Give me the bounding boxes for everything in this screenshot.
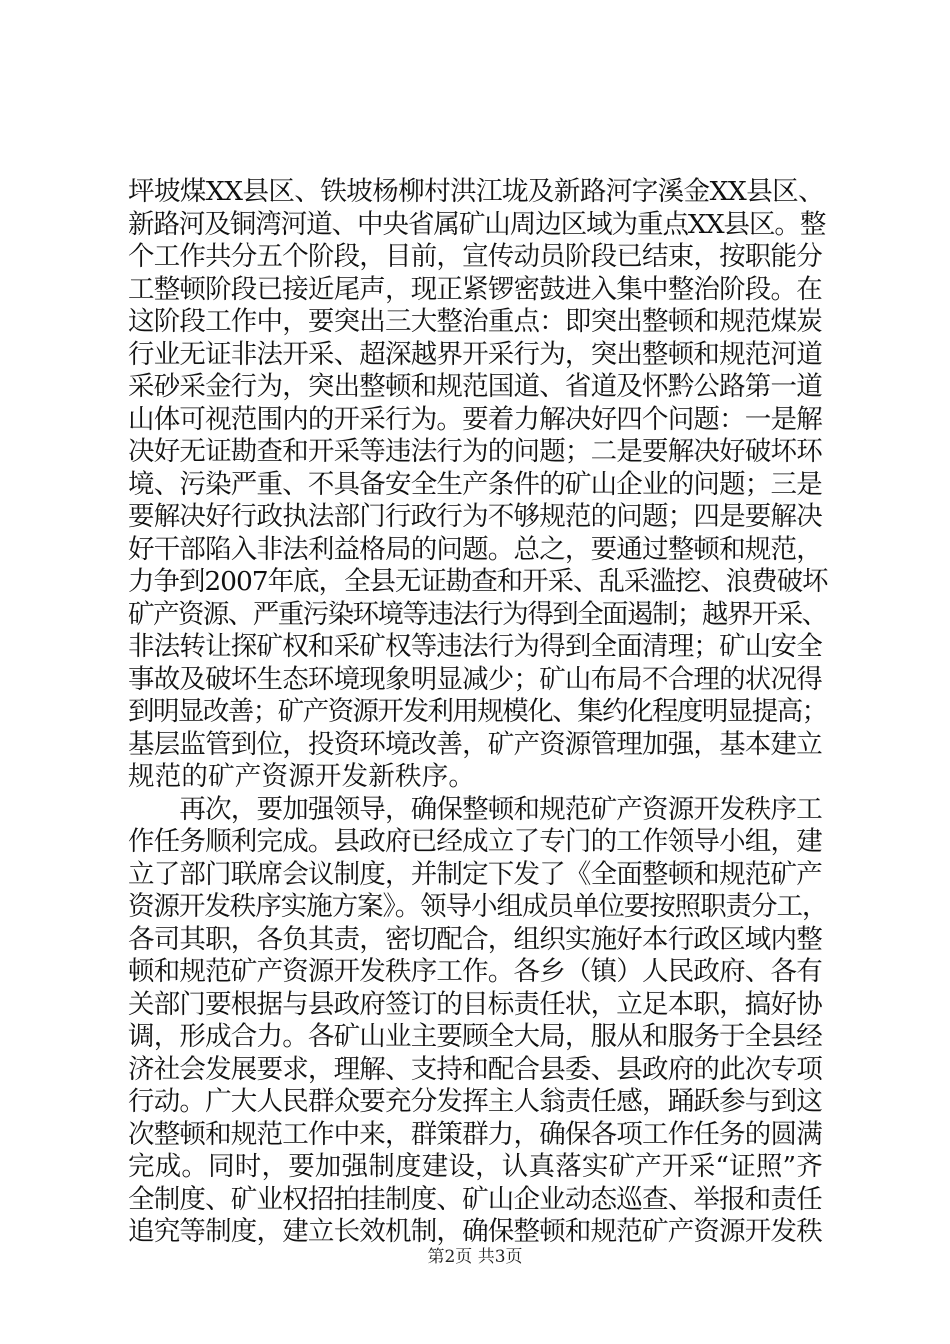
text-line: 行动。广大人民群众要充分发挥主人翁责任感，踊跃参与到这 [128,1086,822,1117]
text-line: 资源开发秩序实施方案》。领导小组成员单位要按照职责分工， [128,891,828,922]
text-line: 济社会发展要求，理解、支持和配合县委、县政府的此次专项 [128,1053,822,1085]
text-line: 基层监管到位，投资环境改善，矿产资源管理加强，基本建立 [128,728,822,760]
text-line: 规范的矿产资源开发新秩序。 [128,761,476,792]
text-line: 境、污染严重、不具备安全生产条件的矿山企业的问题；三是 [128,468,822,500]
text-line: 完成。同时，要加强制度建设，认真落实矿产开采“证照”齐 [128,1151,823,1182]
page-footer: 第2页 共3页 [427,1247,523,1267]
body-text [128,176,828,1249]
text-line: 追究等制度，建立长效机制，确保整顿和规范矿产资源开发秩 [128,1216,822,1247]
text-line: 全制度、矿业权招拍挂制度、矿山企业动态巡查、举报和责任 [128,1183,822,1215]
text-line: 决好无证勘查和开采等违法行为的问题；二是要解决好破坏环 [128,436,822,467]
text-line: 这阶段工作中，要突出三大整治重点：即突出整顿和规范煤炭 [128,306,822,337]
text-line: 力争到2007年底，全县无证勘查和开采、乱采滥挖、浪费破坏 [128,566,828,597]
text-line: 再次，要加强领导，确保整顿和规范矿产资源开发秩序工 [128,793,822,825]
text-line: 工整顿阶段已接近尾声，现正紧锣密鼓进入集中整治阶段。在 [128,273,822,305]
text-line: 次整顿和规范工作中来，群策群力，确保各项工作任务的圆满 [128,1118,822,1150]
text-line: 山体可视范围内的开采行为。要着力解决好四个问题：一是解 [128,403,822,435]
text-line: 要解决好行政执法部门行政行为不够规范的问题；四是要解决 [128,501,822,532]
text-line: 好干部陷入非法利益格局的问题。总之，要通过整顿和规范， [128,533,822,565]
text-line: 到明显改善；矿产资源开发利用规模化、集约化程度明显提高； [128,696,827,727]
text-line: 事故及破坏生态环境现象明显减少；矿山布局不合理的状况得 [128,663,822,695]
text-line: 作任务顺利完成。县政府已经成立了专门的工作领导小组，建 [128,826,822,857]
text-line: 行业无证非法开采、超深越界开采行为，突出整顿和规范河道 [128,338,822,370]
text-line: 关部门要根据与县政府签订的目标责任状，立足本职，搞好协 [128,988,822,1020]
text-line: 非法转让探矿权和采矿权等违法行为得到全面清理；矿山安全 [128,631,822,662]
text-line: 采砂采金行为，突出整顿和规范国道、省道及怀黔公路第一道 [128,371,822,402]
text-line: 矿产资源、严重污染环境等违法行为得到全面遏制；越界开采、 [128,598,827,630]
text-line: 新路河及铜湾河道、中央省属矿山周边区域为重点XX县区。整 [128,208,826,240]
text-line: 各司其职，各负其责，密切配合，组织实施好本行政区域内整 [128,923,822,955]
text-line: 调，形成合力。各矿山业主要顾全大局，服从和服务于全县经 [128,1021,822,1052]
text-line: 个工作共分五个阶段，目前，宣传动员阶段已结束，按职能分 [128,241,822,272]
text-line: 顿和规范矿产资源开发秩序工作。各乡（镇）人民政府、各有 [128,956,822,987]
text-line: 坪坡煤XX县区、铁坡杨柳村洪江垅及新路河字溪金XX县区、 [128,176,825,207]
text-line: 立了部门联席会议制度，并制定下发了《全面整顿和规范矿产 [128,858,822,890]
